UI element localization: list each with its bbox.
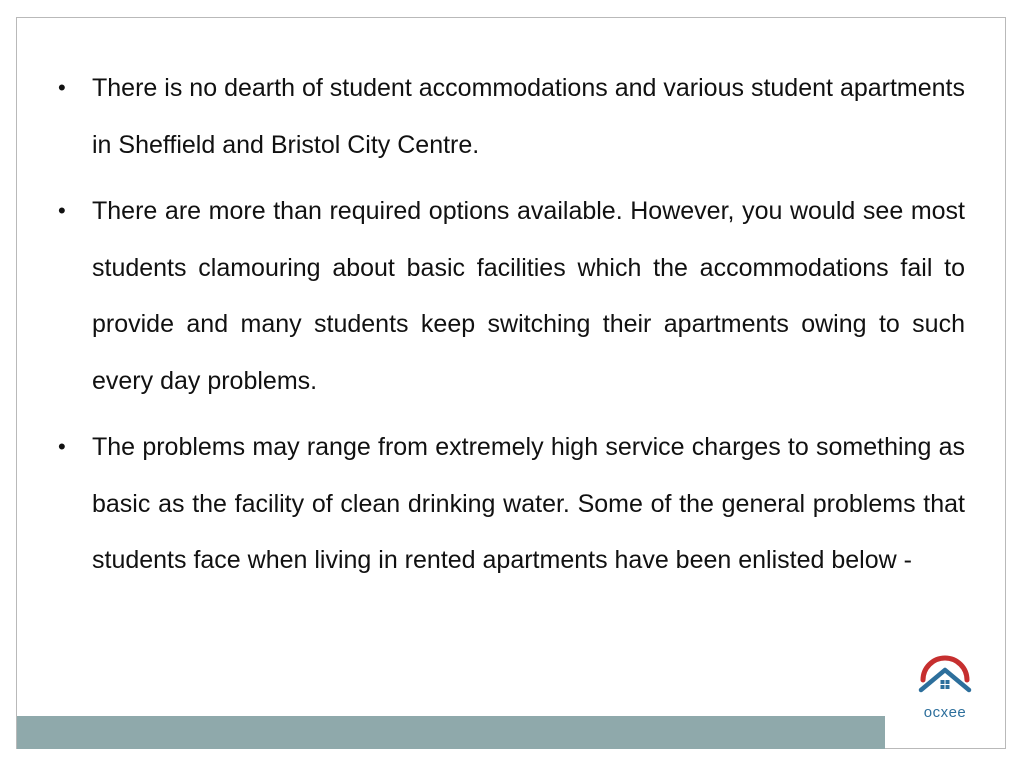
bullet-dot: • [58, 75, 66, 100]
bullet-text: The problems may range from extremely high service charges to something as basic as the facility of clean drinking water. Some of the general problems that students face when living in rented apartments have been enlisted below - [92, 433, 965, 574]
bullet-dot: • [58, 198, 66, 223]
bullet-item [56, 419, 965, 589]
ocxee-logo [885, 632, 1005, 748]
bullet-item [56, 60, 965, 173]
bullet-item [56, 183, 965, 409]
bullet-text: There are more than required options available. However, you would see most students clamouring about basic facilities which the accommodations fail to provide and many students keep switching their apartments owing to such every day problems. [92, 197, 965, 395]
house-logo-icon [915, 654, 975, 704]
logo-text: ocxee [923, 704, 967, 721]
slide-content [56, 60, 965, 599]
bottom-band [17, 716, 885, 749]
bullet-list [56, 60, 965, 589]
bullet-dot: • [58, 434, 66, 459]
bullet-text: There is no dearth of student accommodations and various student apartments in Sheffield and Bristol City Centre. [92, 74, 965, 159]
